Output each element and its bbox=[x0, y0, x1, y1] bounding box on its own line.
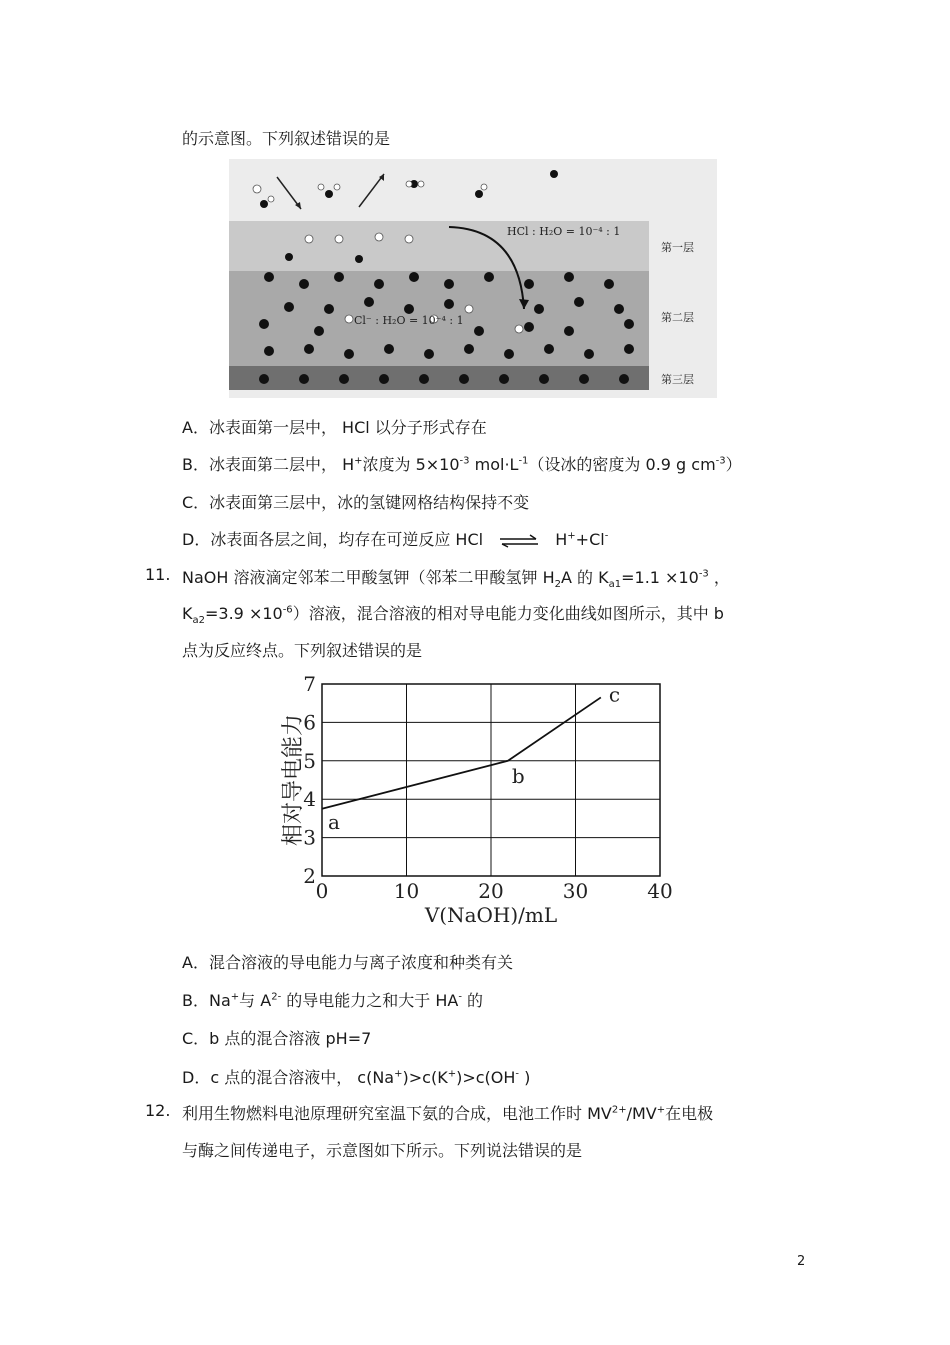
q11-l2-text2: =3.9 ×10 bbox=[205, 604, 283, 623]
q11-option-d: D．c 点的混合溶液中， c(Na+)>c(K+)>c(OH- ) bbox=[182, 1068, 531, 1087]
q11-line1: NaOH 溶液滴定邻苯二甲酸氢钾（邻苯二甲酸氢钾 $H_2A$ 的 $K_{a1}=1.1 \times 10^{-3}$ ， bbox=[182, 568, 730, 591]
q11-option-a: A．混合溶液的导电能力与离子浓度和种类有关 bbox=[182, 953, 513, 972]
q10-option-d: D．冰表面各层之间，均存在可逆反应 HCl H++Cl- bbox=[182, 530, 609, 549]
q11-l1-text2: A 的 K bbox=[560, 568, 609, 587]
ratio-top-label: HCl : H₂O = 10⁻⁴ : 1 bbox=[507, 225, 621, 238]
conductivity-chart-svg bbox=[270, 672, 678, 932]
q10-b-text1: B．冰表面第二层中， H bbox=[182, 455, 355, 474]
point-label-a: a bbox=[328, 809, 340, 834]
q11-b-text3: 的导电能力之和大于 HA bbox=[281, 991, 459, 1010]
q12-l1-text3: 在电极 bbox=[665, 1104, 714, 1123]
y-axis-label: 相对导电能力 bbox=[281, 713, 306, 847]
point-label-c: c bbox=[608, 682, 621, 707]
q12-l1-text2: /MV bbox=[626, 1104, 657, 1123]
intro-text: 的示意图。下列叙述错误的是 bbox=[182, 129, 391, 148]
q12-line2: 与酶之间传递电子，示意图如下所示。下列说法错误的是 bbox=[182, 1141, 583, 1160]
x-tick-label: 0 bbox=[315, 879, 329, 903]
y-tick-label: 6 bbox=[303, 710, 316, 735]
q11-line3: 点为反应终点。下列叙述错误的是 bbox=[182, 641, 423, 660]
q11-l1-text3: =1.1 ×10 bbox=[621, 568, 699, 587]
q10-d-text1: D．冰表面各层之间，均存在可逆反应 HCl bbox=[182, 530, 484, 549]
equilibrium-arrow-icon bbox=[498, 534, 540, 548]
q11-line2: $K_{a2}=3.9 \times 10^{-6}$）溶液，混合溶液的相对导电能力变化曲线如图所示，其中 b bbox=[182, 604, 724, 627]
ice-surface-diagram bbox=[229, 159, 717, 398]
q11-d-text2: )>c(K bbox=[402, 1068, 448, 1087]
q11-b-text4: 的 bbox=[461, 991, 484, 1010]
q11-d-text1: D．c 点的混合溶液中， c(Na bbox=[182, 1068, 395, 1087]
q12-l1-text1: 利用生物燃料电池原理研究室温下氨的合成，电池工作时 MV bbox=[182, 1104, 612, 1123]
q11-option-b: B．Na+与 $A^{2-}$ 的导电能力之和大于 HA- 的 bbox=[182, 991, 484, 1010]
q10-b-text5: ） bbox=[725, 455, 742, 474]
y-tick-label: 2 bbox=[303, 864, 316, 888]
q12-number: 12. bbox=[145, 1101, 171, 1120]
q10-b-text4: （设冰的密度为 0.9 g cm bbox=[528, 455, 716, 474]
y-tick-label: 5 bbox=[303, 748, 316, 773]
q10-b-text3: mol·L bbox=[469, 455, 519, 474]
layer3-label: 第三层 bbox=[661, 373, 694, 386]
y-tick-label: 3 bbox=[303, 825, 316, 850]
ice-surface-figure bbox=[229, 159, 717, 398]
ratio-mid-label: Cl⁻ : H₂O = 10⁻⁴ : 1 bbox=[354, 314, 464, 327]
layer1-label: 第一层 bbox=[661, 241, 694, 254]
q11-b-text1: B．Na bbox=[182, 991, 231, 1010]
q10-b-text2: 浓度为 5×10 bbox=[362, 455, 460, 474]
conductivity-curve bbox=[322, 697, 601, 808]
x-tick-label: 40 bbox=[647, 879, 673, 903]
q11-l2-text1: K bbox=[182, 604, 193, 623]
q11-d-text3: )>c(OH bbox=[456, 1068, 516, 1087]
q11-d-text4: ) bbox=[519, 1068, 531, 1087]
conductivity-chart bbox=[270, 672, 678, 932]
q11-option-c: C．b 点的混合溶液 pH=7 bbox=[182, 1029, 372, 1048]
q11-l1-text1: NaOH 溶液滴定邻苯二甲酸氢钾（邻苯二甲酸氢钾 H bbox=[182, 568, 555, 587]
q12-line1: 利用生物燃料电池原理研究室温下氨的合成，电池工作时 $MV^{2+}/MV^+$在电极 bbox=[182, 1104, 714, 1123]
layer2-label: 第二层 bbox=[661, 311, 694, 324]
q11-number: 11. bbox=[145, 565, 171, 584]
q10-option-b: B．冰表面第二层中， H+浓度为 $5\times 10^{-3}$ $mol\cdot L^{-1}$（设冰的密度为 0.9 g $cm^{-3}$） bbox=[182, 455, 742, 474]
y-tick-label: 4 bbox=[303, 787, 316, 812]
q11-b-text2: 与 A bbox=[239, 991, 272, 1010]
page-number: 2 bbox=[797, 1254, 806, 1269]
x-tick-label: 20 bbox=[478, 879, 504, 903]
x-axis-label: V(NaOH)/mL bbox=[424, 903, 558, 927]
q11-l2-text3: ）溶液，混合溶液的相对导电能力变化曲线如图所示，其中 b bbox=[292, 604, 724, 623]
q10-option-a: A．冰表面第一层中， HCl 以分子形式存在 bbox=[182, 418, 487, 437]
q10-d-text2: H bbox=[555, 530, 568, 549]
point-label-b: b bbox=[511, 763, 525, 788]
y-tick-label: 7 bbox=[303, 672, 316, 696]
q10-option-c: C．冰表面第三层中，冰的氢键网格结构保持不变 bbox=[182, 493, 530, 512]
x-tick-label: 10 bbox=[393, 879, 420, 903]
q10-d-text3: +Cl bbox=[575, 530, 605, 549]
x-tick-label: 30 bbox=[562, 879, 589, 903]
